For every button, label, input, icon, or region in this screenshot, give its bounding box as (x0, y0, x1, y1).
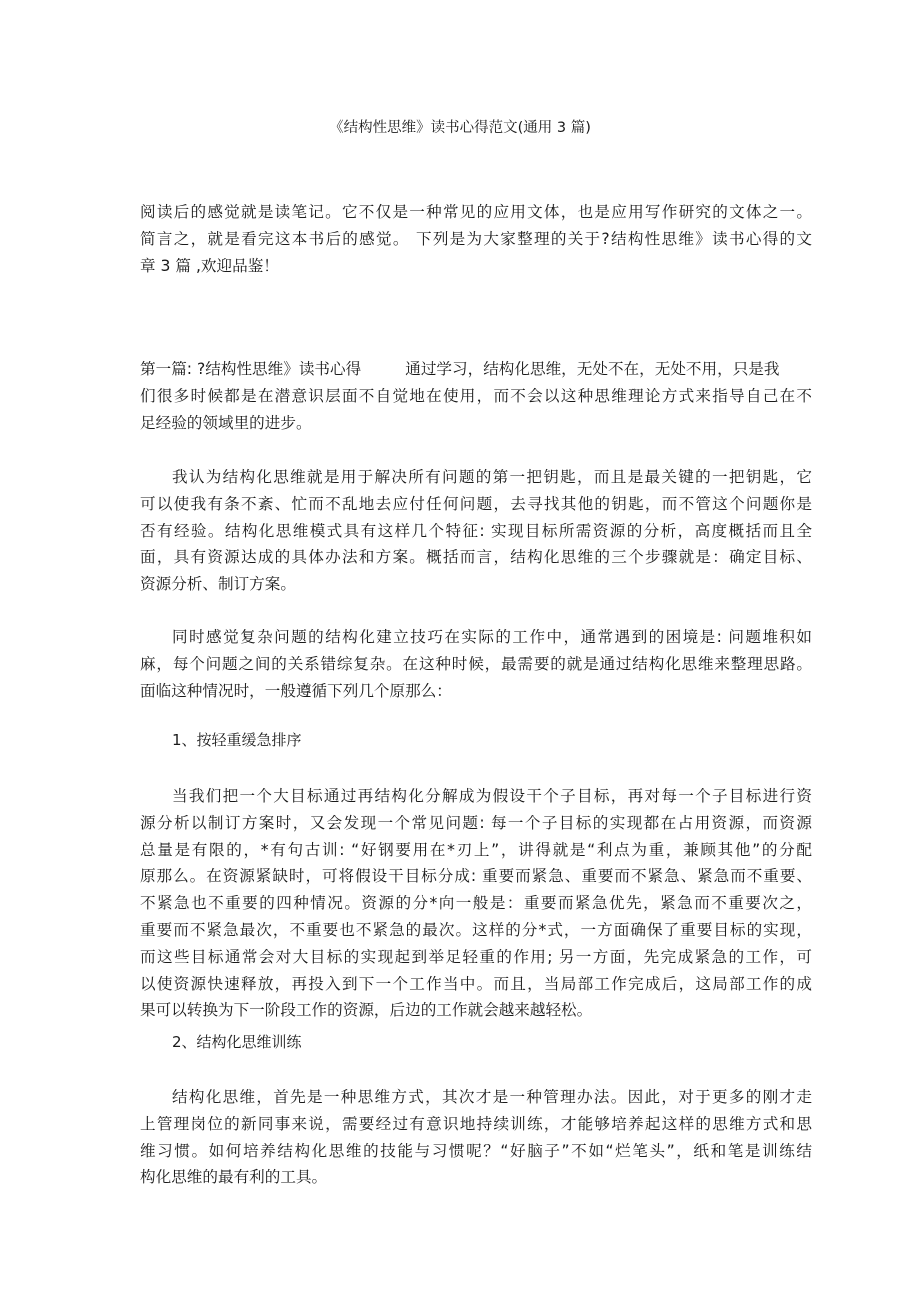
para4-line: 重要而不紧急最次，不重要也不紧急的最次。这样的分*式，一方面确保了重要目标的实现， (140, 920, 812, 939)
para1-line-1: 们很多时候都是在潜意识层面不自觉地在使用，而不会以这种思维理论方式来指导自己在不 (140, 386, 812, 405)
intro-line: 简言之，就是看完这本书后的感觉。 下列是为大家整理的关于?结构性思维》读书心得的文 (140, 229, 812, 248)
intro-paragraph (140, 199, 812, 279)
para3-line: 面临这种情况时，一般遵循下列几个原那么： (140, 681, 452, 700)
para1-line-0: 通过学习，结构化思维，无处不在，无处不用，只是我 (405, 360, 780, 378)
para4-line: 不紧急也不重要的四种情况。资源的分*向一般是：重要而紧急优先，紧急而不重要次之， (140, 894, 812, 913)
heading-1: 1、按轻重缓急排序 (172, 731, 302, 749)
para4-line: 果可以转换为下一阶段工作的资源，后边的工作就会越来越轻松。 (140, 1001, 593, 1020)
para2-line: 资源分析、制订方案。 (140, 575, 296, 594)
intro-line: 章 3 篇 ,欢迎品鉴！ (140, 256, 279, 275)
paragraph-5 (140, 1084, 812, 1191)
para4-line: 以使资源快速释放，再投入到下一个工作当中。而且，当局部工作完成后，这局部工作的成 (140, 974, 812, 993)
para4-line: 源分析以制订方案时，又会发现一个常见问题: 每一个子目标的实现都在占用资源，而资源 (140, 813, 812, 832)
para3-line: 麻，每个问题之间的关系错综复杂。在这种时候，最需要的就是通过结构化思维来整理思路。 (140, 654, 812, 673)
para4-line: 原那么。在资源紧缺时，可将假设干目标分成: 重要而紧急、重要而不紧急、紧急而不重要、 (140, 867, 812, 886)
heading-2: 2、结构化思维训练 (172, 1033, 302, 1051)
para4-line: 总量是有限的，*有句古训: “好钢要用在*刃上”，讲得就是“利点为重，兼顾其他”的分配 (140, 840, 812, 859)
para2-line: 面，具有资源达成的具体办法和方案。概括而言，结构化思维的三个步骤就是：确定目标、 (140, 548, 812, 567)
para5-line: 结构化思维，首先是一种思维方式，其次才是一种管理办法。因此，对于更多的刚才走 (172, 1088, 812, 1106)
paragraph-2 (140, 464, 812, 598)
para5-line: 构化思维的最有利的工具。 (140, 1168, 328, 1187)
para2-line: 我认为结构化思维就是用于解决所有问题的第一把钥匙，而且是最关键的一把钥匙，它 (172, 468, 812, 486)
para5-line: 上管理岗位的新同事来说，需要经过有意识地持续训练，才能够培养起这样的思维方式和思 (140, 1114, 812, 1133)
section1-paragraph (140, 356, 812, 436)
section-label: 第一篇: ?结构性思维》读书心得 (140, 360, 362, 378)
para1-line-2: 足经验的领域里的进步。 (140, 413, 312, 432)
para4-line: 而这些目标通常会对大目标的实现起到举足轻重的作用; 另一方面，先完成紧急的工作，可 (140, 947, 812, 966)
para2-line: 否有经验。结构化思维模式具有这样几个特征: 实现目标所需资源的分析，高度概括而且全 (140, 521, 812, 540)
para3-line: 同时感觉复杂问题的结构化建立技巧在实际的工作中，通常遇到的困境是: 问题堆积如 (172, 628, 812, 646)
para5-line: 维习惯。如何培养结构化思维的技能与习惯呢？“好脑子”不如“烂笔头”，纸和笔是训练结 (140, 1141, 812, 1160)
paragraph-4 (140, 783, 812, 1024)
para4-line: 当我们把一个大目标通过再结构化分解成为假设干个子目标，再对每一个子目标进行资 (172, 787, 812, 805)
intro-line: 阅读后的感觉就是读笔记。它不仅是一种常见的应用文体，也是应用写作研究的文体之一。 (140, 203, 812, 221)
document-title: 《结构性思维》读书心得范文(通用 3 篇) (329, 120, 591, 136)
para2-line: 可以使我有条不紊、忙而不乱地去应付任何问题，去寻找其他的钥匙，而不管这个问题你是 (140, 494, 812, 513)
paragraph-3 (140, 624, 812, 704)
